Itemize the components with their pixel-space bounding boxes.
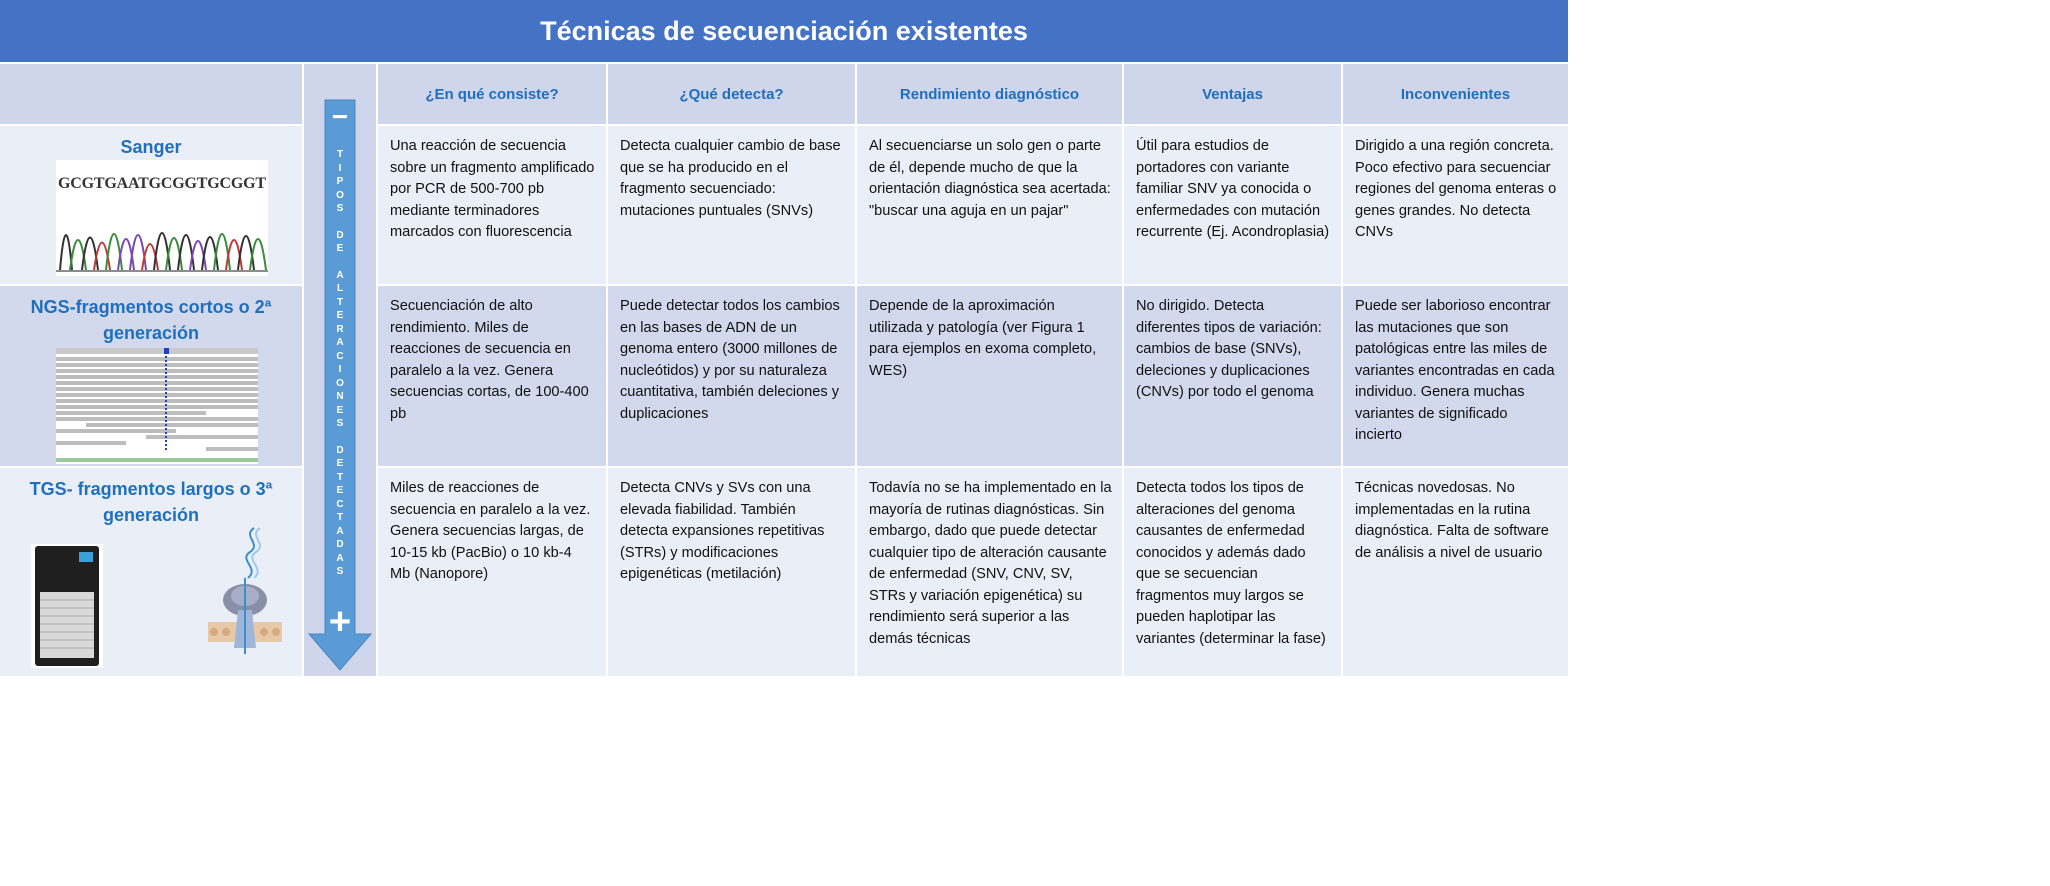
header-detecta: ¿Qué detecta? <box>608 64 855 124</box>
label-text: Sanger <box>120 137 182 157</box>
tgs-ventajas: Detecta todos los tipos de alteraciones del genoma causantes de enfermedad conocidos y además dado que se secuencian fragmentos muy largos se pueden haplotipar las variantes (determinar la fase) <box>1124 468 1341 676</box>
ngs-rendimiento: Depende de la aproximación utilizada y patología (ver Figura 1 para ejemplos en exoma completo, WES) <box>857 286 1122 466</box>
tgs-detecta: Detecta CNVs y SVs con una elevada fiabilidad. También detecta expansiones repetitivas (STRs) y modificaciones epigenéticas (metilación) <box>608 468 855 676</box>
vertical-word-de: DE <box>336 229 344 254</box>
vertical-word-tipos: TIPOS <box>336 149 344 214</box>
vertical-word-alteraciones: ALTERACIONES <box>336 269 344 429</box>
sanger-consiste: Una reacción de secuencia sobre un fragmento amplificado por PCR de 500-700 pb mediante terminadores marcados con fluorescencia <box>378 126 606 284</box>
plus-sign: + <box>328 601 352 643</box>
chromatogram-sequence: GCGTGAATGCGGTGCGGT <box>58 175 266 192</box>
ngs-ventajas: No dirigido. Detecta diferentes tipos de variación: cambios de base (SNVs), deleciones y duplicaciones (CNVs) por todo el genoma <box>1124 286 1341 466</box>
header-consiste: ¿En qué consiste? <box>378 64 606 124</box>
ngs-consiste: Secuenciación de alto rendimiento. Miles de reacciones de secuencia en paralelo a la vez. Genera secuencias cortas, de 100-400 pb <box>378 286 606 466</box>
minus-sign: − <box>331 101 349 132</box>
sanger-rendimiento: Al secuenciarse un solo gen o parte de él, depende mucho de que la orientación diagnóstica sea acertada: "buscar una aguja en un pajar" <box>857 126 1122 284</box>
tgs-consiste: Miles de reacciones de secuencia en paralelo a la vez. Genera secuencias largas, de 10-15 kb (PacBio) o 10 kb-4 Mb (Nanopore) <box>378 468 606 676</box>
ngs-inconvenientes: Puede ser laborioso encontrar las mutaciones que son patológicas entre las miles de variantes encontradas en cada individuo. Genera muchas variantes de significado incierto <box>1343 286 1568 466</box>
page-title: Técnicas de secuenciación existentes <box>0 0 1568 62</box>
sequencer-machine-image <box>31 544 103 668</box>
vertical-label <box>304 148 376 579</box>
nanopore-image <box>202 526 288 658</box>
tgs-inconvenientes: Técnicas novedosas. No implementadas en la rutina diagnóstica. Falta de software de análisis a nivel de usuario <box>1343 468 1568 676</box>
row-label-ngs <box>0 286 302 466</box>
ngs-reads-image <box>56 348 258 464</box>
label-text: NGS-fragmentos cortos o 2ª generación <box>30 297 272 343</box>
header-inconvenientes: Inconvenientes <box>1343 64 1568 124</box>
sanger-inconvenientes: Dirigido a una región concreta. Poco efectivo para secuenciar regiones del genoma enteras o genes grandes. No detecta CNVs <box>1343 126 1568 284</box>
sanger-detecta: Detecta cualquier cambio de base que se ha producido en el fragmento secuenciado: mutaciones puntuales (SNVs) <box>608 126 855 284</box>
vertical-word-detectadas: DETECTADAS <box>336 444 344 577</box>
sanger-chromatogram-image <box>56 160 268 276</box>
header-ventajas: Ventajas <box>1124 64 1341 124</box>
arrow-column <box>304 64 376 676</box>
row-label-tgs <box>0 468 302 676</box>
tgs-rendimiento: Todavía no se ha implementado en la mayoría de rutinas diagnósticas. Sin embargo, dado que puede detectar cualquier tipo de alteración causante de enfermedad (SNV, CNV, SV, STRs y variación epigenética) su rendimiento será superior a las demás técnicas <box>857 468 1122 676</box>
header-corner <box>0 64 302 124</box>
header-rendimiento: Rendimiento diagnóstico <box>857 64 1122 124</box>
label-text: TGS- fragmentos largos o 3ª generación <box>29 479 273 525</box>
row-label-sanger <box>0 126 302 284</box>
sanger-ventajas: Útil para estudios de portadores con variante familiar SNV ya conocida o enfermedades con mutación recurrente (Ej. Acondroplasia) <box>1124 126 1341 284</box>
ngs-detecta: Puede detectar todos los cambios en las bases de ADN de un genoma entero (3000 millones de nucleótidos) y por su naturaleza cuantitativa, también deleciones y duplicaciones <box>608 286 855 466</box>
